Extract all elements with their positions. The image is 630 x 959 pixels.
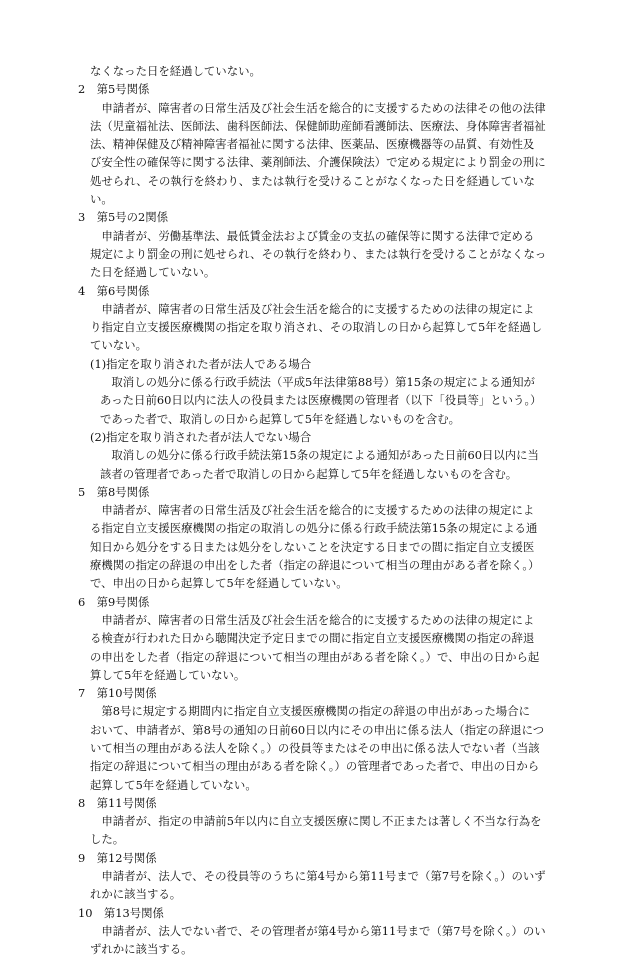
text-line: 申請者が、障害者の日常生活及び社会生活を総合的に支援するための法律その他の法律: [90, 100, 546, 115]
text-line: 該者の管理者であった者で取消しの日から起算して5年を経過しないものを含む。: [100, 466, 518, 481]
text-line: た日を経過していない。: [90, 265, 216, 280]
document-body: [78, 62, 556, 959]
text-line: 規定により罰金の刑に処せられ、その執行を終わり、または執行を受けることがなくなっ: [90, 246, 547, 261]
text-line: 10 第13号関係: [78, 905, 164, 920]
text-line: 法、精神保健及び精神障害者福祉に関する法律、医薬品、医療機器等の品質、有効性及: [90, 137, 535, 152]
text-line: 療機関の指定の辞退の申出をした者（指定の辞退について相当の理由がある者を除く。）: [90, 558, 540, 573]
text-line: び安全性の確保等に関する法律、薬剤師法、介護保険法）で定める規定により罰金の刑に: [90, 155, 546, 170]
text-line: 申請者が、指定の申請前5年以内に自立支援医療に関し不正または著しく不当な行為を: [90, 814, 542, 829]
text-line: 5 第8号関係: [78, 484, 150, 499]
text-line: (1)指定を取り消された者が法人である場合: [90, 356, 312, 371]
text-line: 6 第9号関係: [78, 594, 150, 609]
text-line: 申請者が、法人で、その役員等のうちに第4号から第11号まで（第7号を除く。）のいず: [90, 869, 546, 884]
text-line: り指定自立支援医療機関の指定を取り消され、その取消しの日から起算して5年を経過し: [90, 320, 543, 335]
text-line: ずれかに該当する。: [90, 942, 193, 957]
text-line: れかに該当する。: [90, 887, 182, 902]
text-line: 第8号に規定する期間内に指定自立支援医療機関の指定の辞退の申出があった場合に: [90, 704, 530, 719]
text-line: いて相当の理由がある法人を除く。）の役員等またはその申出に係る法人でない者（当該: [90, 740, 540, 755]
text-line: 8 第11号関係: [78, 795, 157, 810]
text-line: 申請者が、障害者の日常生活及び社会生活を総合的に支援するための法律の規定によ: [90, 301, 535, 316]
text-line: 7 第10号関係: [78, 686, 157, 701]
text-line: 起算して5年を経過していない。: [90, 777, 257, 792]
text-line: 取消しの処分に係る行政手続法第15条の規定による通知があった日前60日以内に当: [100, 448, 539, 463]
text-line: した。: [90, 832, 125, 847]
text-line: 算して5年を経過していない。: [90, 667, 246, 682]
text-line: 申請者が、労働基準法、最低賃金法および賃金の支払の確保等に関する法律で定める: [90, 228, 535, 243]
text-line: 3 第5号の2関係: [78, 210, 169, 225]
text-line: る検査が行われた日から聴聞決定予定日までの間に指定自立支援医療機関の指定の辞退: [90, 631, 535, 646]
text-line: (2)指定を取り消された者が法人でない場合: [90, 429, 312, 444]
text-line: る指定自立支援医療機関の指定の取消しの処分に係る行政手続法第15条の規定による通: [90, 521, 538, 536]
text-line: 2 第5号関係: [78, 82, 150, 97]
text-line: 法（児童福祉法、医師法、歯科医師法、保健師助産師看護師法、医療法、身体障害者福祉: [90, 118, 546, 133]
text-line: ていない。: [90, 338, 147, 353]
text-line: であった者で、取消しの日から起算して5年を経過しないものを含む。: [100, 411, 461, 426]
text-line: なくなった日を経過していない。: [90, 64, 261, 78]
text-line: 4 第6号関係: [78, 283, 150, 298]
text-line: 知日から処分をする日または処分をしないことを決定する日までの間に指定自立支援医: [90, 539, 535, 554]
text-line: 申請者が、法人でない者で、その管理者が第4号から第11号まで（第7号を除く。）のい: [90, 923, 546, 938]
text-line: い。: [90, 192, 113, 207]
text-line: おいて、申請者が、第8号の通知の日前60日以内にその申出に係る法人（指定の辞退につ: [90, 722, 545, 737]
text-line: 9 第12号関係: [78, 850, 157, 865]
text-line: 指定の辞退について相当の理由がある者を除く。）の管理者であった者で、申出の日から: [90, 759, 540, 774]
text-line: あった日前60日以内に法人の役員または医療機関の管理者（以下「役員等」という。）: [100, 393, 542, 408]
text-line: の申出をした者（指定の辞退について相当の理由がある者を除く。）で、申出の日から起: [90, 649, 540, 664]
text-line: で、申出の日から起算して5年を経過していない。: [90, 576, 348, 591]
text-line: 申請者が、障害者の日常生活及び社会生活を総合的に支援するための法律の規定によ: [90, 503, 535, 518]
text-line: 処せられ、その執行を終わり、または執行を受けることがなくなった日を経過していな: [90, 173, 535, 188]
text-line: 取消しの処分に係る行政手続法（平成5年法律第88号）第15条の規定による通知が: [100, 375, 535, 390]
text-line: 申請者が、障害者の日常生活及び社会生活を総合的に支援するための法律の規定によ: [90, 612, 535, 627]
